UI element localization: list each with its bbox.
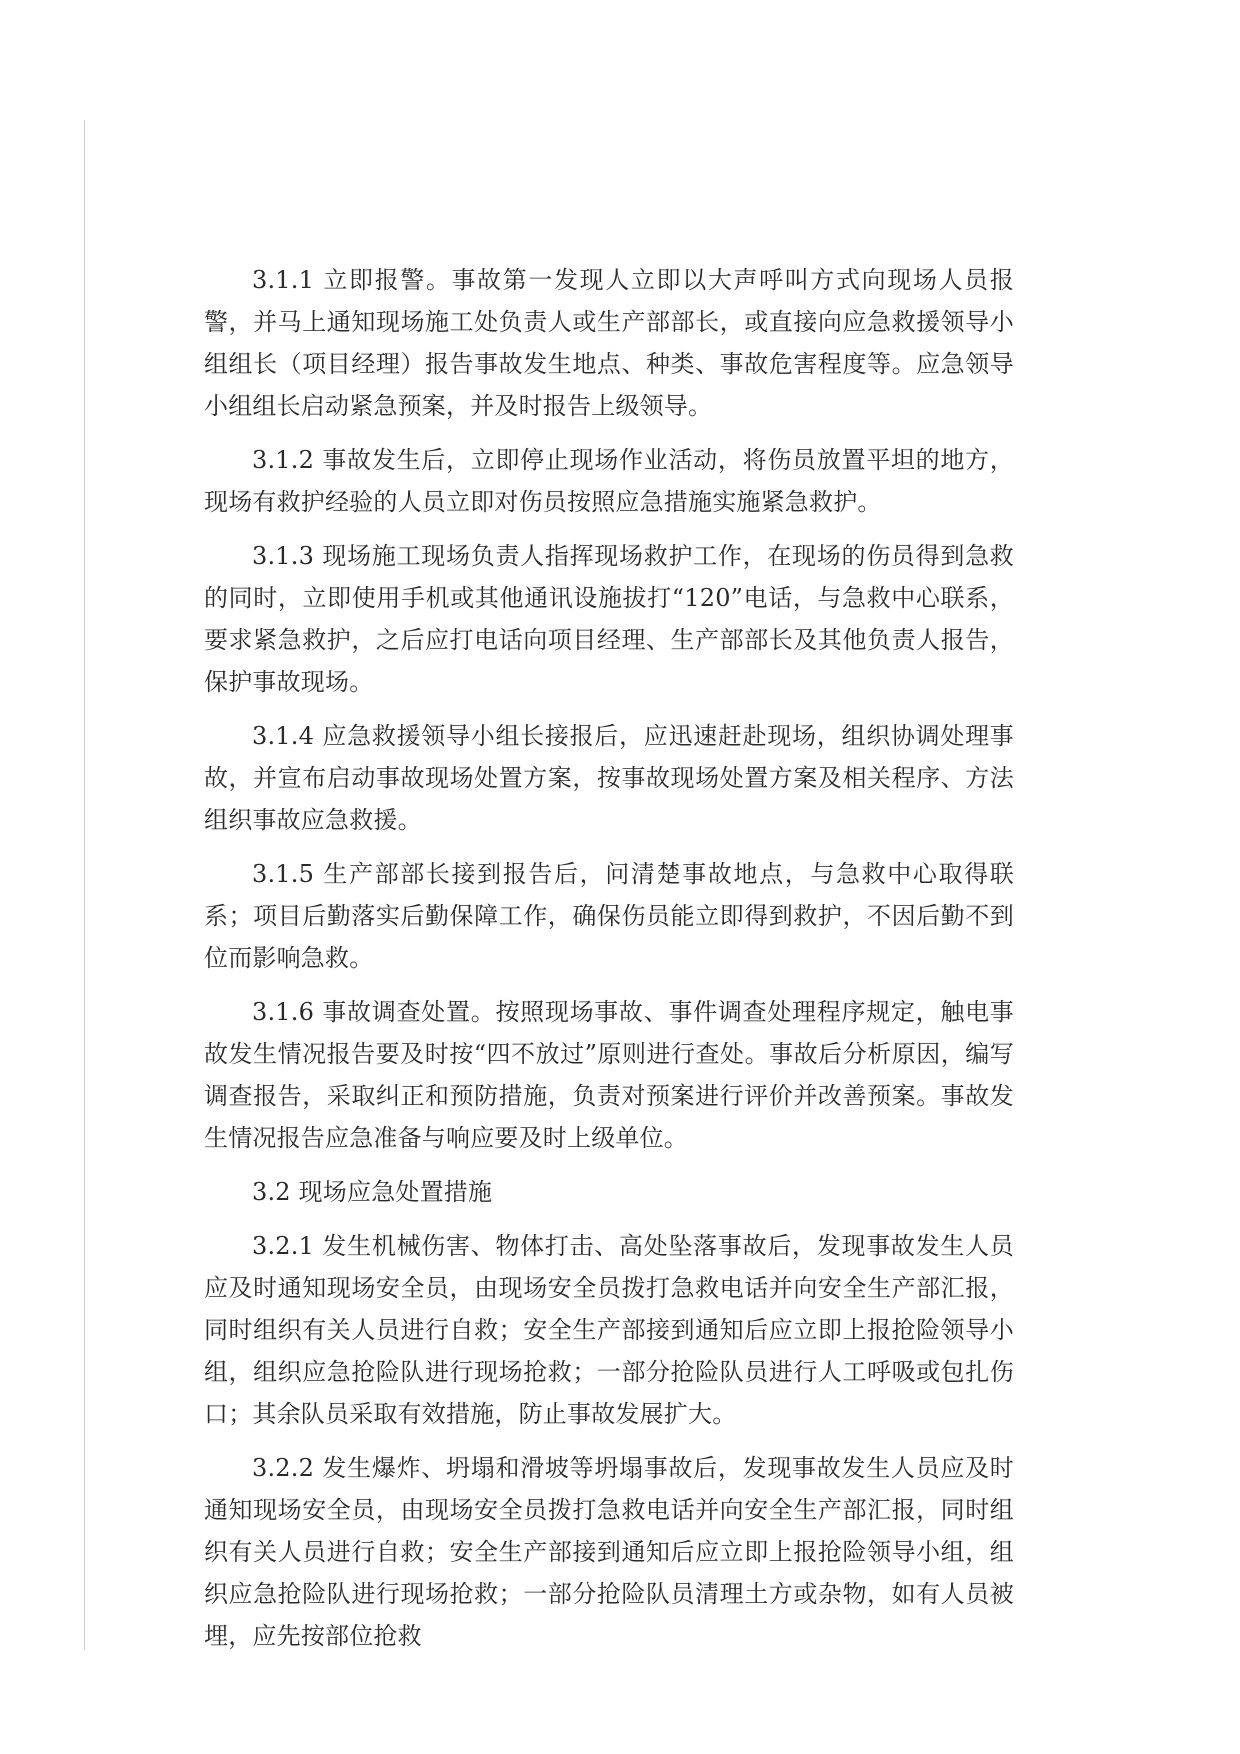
paragraph-3-1-1: 3.1.1 立即报警。事故第一发现人立即以大声呼叫方式向现场人员报警，并马上通知现场施工处负责人或生产部部长，或直接向应急救援领导小组组长（项目经理）报告事故发生地点、种类、事故危害程度等。应急领导小组组长启动紧急预案，并及时报告上级领导。 [204, 266, 1014, 420]
scan-edge-line [84, 120, 85, 1650]
document-body [204, 259, 1014, 1669]
paragraph-3-1-6: 3.1.6 事故调查处置。按照现场事故、事件调查处理程序规定，触电事故发生情况报告要及时按“四不放过”原则进行查处。事故后分析原因，编写调查报告，采取纠正和预防措施，负责对预案进行评价并改善预案。事故发生情况报告应急准备与响应要及时上级单位。 [204, 998, 1014, 1152]
paragraph-3-1-2: 3.1.2 事故发生后，立即停止现场作业活动，将伤员放置平坦的地方，现场有救护经验的人员立即对伤员按照应急措施实施紧急救护。 [204, 446, 1014, 516]
paragraph-3-2-2: 3.2.2 发生爆炸、坍塌和滑坡等坍塌事故后，发现事故发生人员应及时通知现场安全员，由现场安全员拨打急救电话并向安全生产部汇报，同时组织有关人员进行自救；安全生产部接到通知后应立即上报抢险领导小组，组织应急抢险队进行现场抢救；一部分抢险队员清理土方或杂物，如有人员被埋，应先按部位抢救 [204, 1454, 1014, 1650]
section-heading-3-2: 3.2 现场应急处置措施 [252, 1178, 493, 1206]
paragraph-3-1-5: 3.1.5 生产部部长接到报告后，问清楚事故地点，与急救中心取得联系；项目后勤落实后勤保障工作，确保伤员能立即得到救护，不因后勤不到位而影响急救。 [204, 860, 1014, 972]
paragraph-3-1-4: 3.1.4 应急救援领导小组长接报后，应迅速赶赴现场，组织协调处理事故，并宣布启动事故现场处置方案，按事故现场处置方案及相关程序、方法组织事故应急救援。 [204, 722, 1014, 834]
paragraph-3-2-1: 3.2.1 发生机械伤害、物体打击、高处坠落事故后，发现事故发生人员应及时通知现场安全员，由现场安全员拨打急救电话并向安全生产部汇报，同时组织有关人员进行自救；安全生产部接到通知后应立即上报抢险领导小组，组织应急抢险队进行现场抢救；一部分抢险队员进行人工呼吸或包扎伤口；其余队员采取有效措施，防止事故发展扩大。 [204, 1232, 1014, 1428]
paragraph-3-1-3: 3.1.3 现场施工现场负责人指挥现场救护工作，在现场的伤员得到急救的同时，立即使用手机或其他通讯设施拔打“120”电话，与急救中心联系，要求紧急救护，之后应打电话向项目经理、生产部部长及其他负责人报告，保护事故现场。 [204, 542, 1014, 696]
